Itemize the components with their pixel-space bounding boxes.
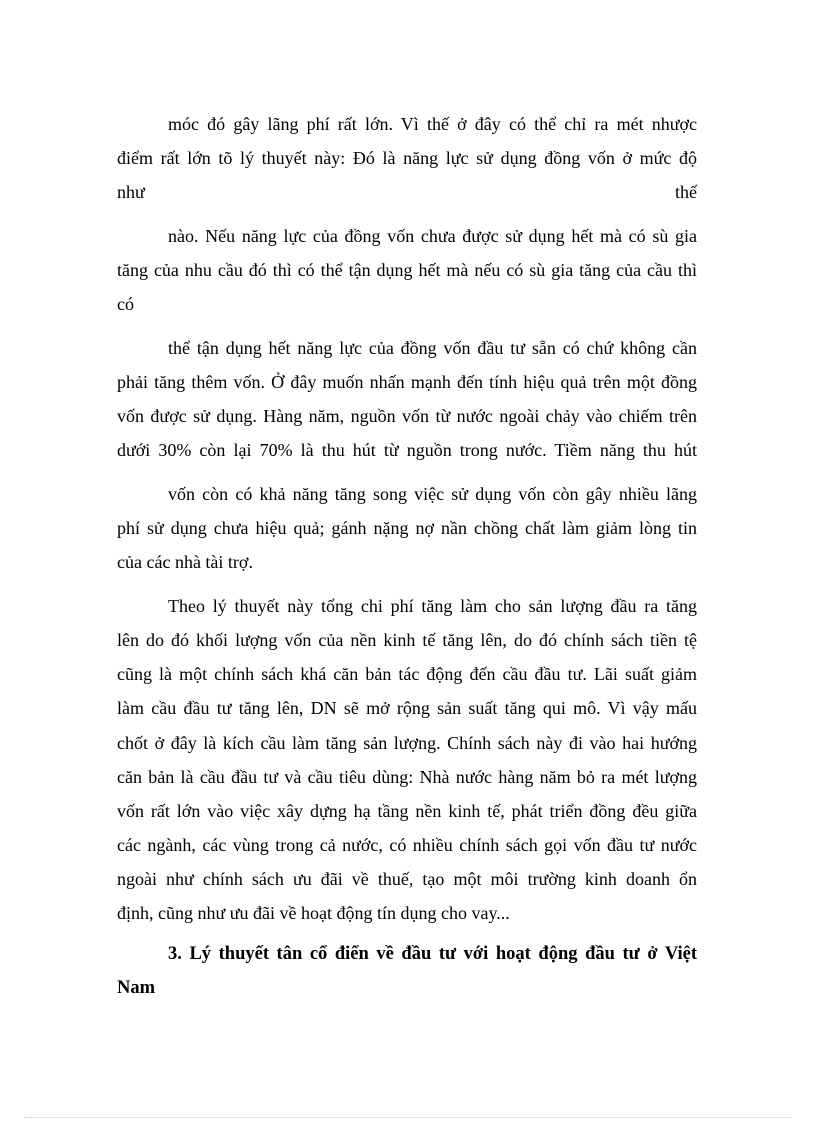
text-line: Theo lý thuyết này tổng chi phí tăng làm cho sản lượng đầu ra tăng [168, 596, 697, 616]
text-line: vốn còn có khả năng tăng song việc sử dụng vốn còn gây nhiều lãng [168, 484, 697, 504]
text-line: các ngành, các vùng trong cả nước, có nhiều chính sách gọi vốn đầu tư nước [117, 835, 697, 855]
text-line: phải tăng thêm vốn. Ở đây muốn nhấn mạnh đến tính hiệu quả trên một đồng [117, 372, 697, 392]
text-line: nào. Nếu năng lực của đồng vốn chưa được sử dụng hết mà có sù gia [168, 226, 697, 246]
text-line: tăng của nhu cầu đó thì có thể tận dụng hết mà nếu có sù gia tăng của cầu thì [117, 260, 697, 280]
text-line: có [117, 294, 134, 314]
text-line: lên do đó khối lượng vốn của nền kinh tế tăng lên, do đó chính sách tiền tệ [117, 630, 697, 650]
text-line: cũng là một chính sách khá căn bản tác động đến cầu đầu tư. Lãi suất giảm [117, 664, 697, 684]
text-line: móc đó gây lãng phí rất lớn. Vì thế ở đây có thể chỉ ra mét nhược [168, 114, 697, 134]
text-line: định, cũng như ưu đãi về hoạt động tín dụng cho vay... [117, 903, 510, 923]
text-line: vốn rất lớn vào việc xây dựng hạ tầng nền kinh tế, phát triển đồng đều giữa [117, 801, 697, 821]
text-line: thể tận dụng hết năng lực của đồng vốn đầu tư sẵn có chứ không cần [168, 338, 697, 358]
page-bottom-rule [24, 1117, 792, 1118]
text-line: làm cầu đầu tư tăng lên, DN sẽ mở rộng sản suất tăng qui mô. Vì vậy mấu [117, 698, 697, 718]
text-line: vốn được sử dụng. Hàng năm, nguồn vốn từ nước ngoài chảy vào chiếm trên [117, 406, 697, 426]
text-line: căn bản là cầu đầu tư và cầu tiêu dùng: Nhà nước hàng năm bỏ ra mét lượng [117, 767, 697, 787]
section-heading: 3. Lý thuyết tân cổ điển về đầu tư với hoạt động đầu tư ở Việt [168, 944, 697, 964]
text-line: như thế [117, 182, 697, 202]
text-line: chốt ở đây là kích cầu làm tăng sản lượng. Chính sách này đi vào hai hướng [117, 733, 697, 753]
text-line: điểm rất lớn tõ lý thuyết này: Đó là năng lực sử dụng đồng vốn ở mức độ [117, 148, 697, 168]
section-heading: Nam [117, 978, 156, 998]
text-line: phí sử dụng chưa hiệu quả; gánh nặng nợ nần chồng chất làm giảm lòng tin [117, 518, 697, 538]
text-line: của các nhà tài trợ. [117, 552, 253, 572]
text-line: ngoài như chính sách ưu đãi về thuế, tạo một môi trường kinh doanh ổn [117, 869, 697, 889]
text-line: dưới 30% còn lại 70% là thu hút từ nguồn trong nước. Tiềm năng thu hút [117, 440, 697, 460]
